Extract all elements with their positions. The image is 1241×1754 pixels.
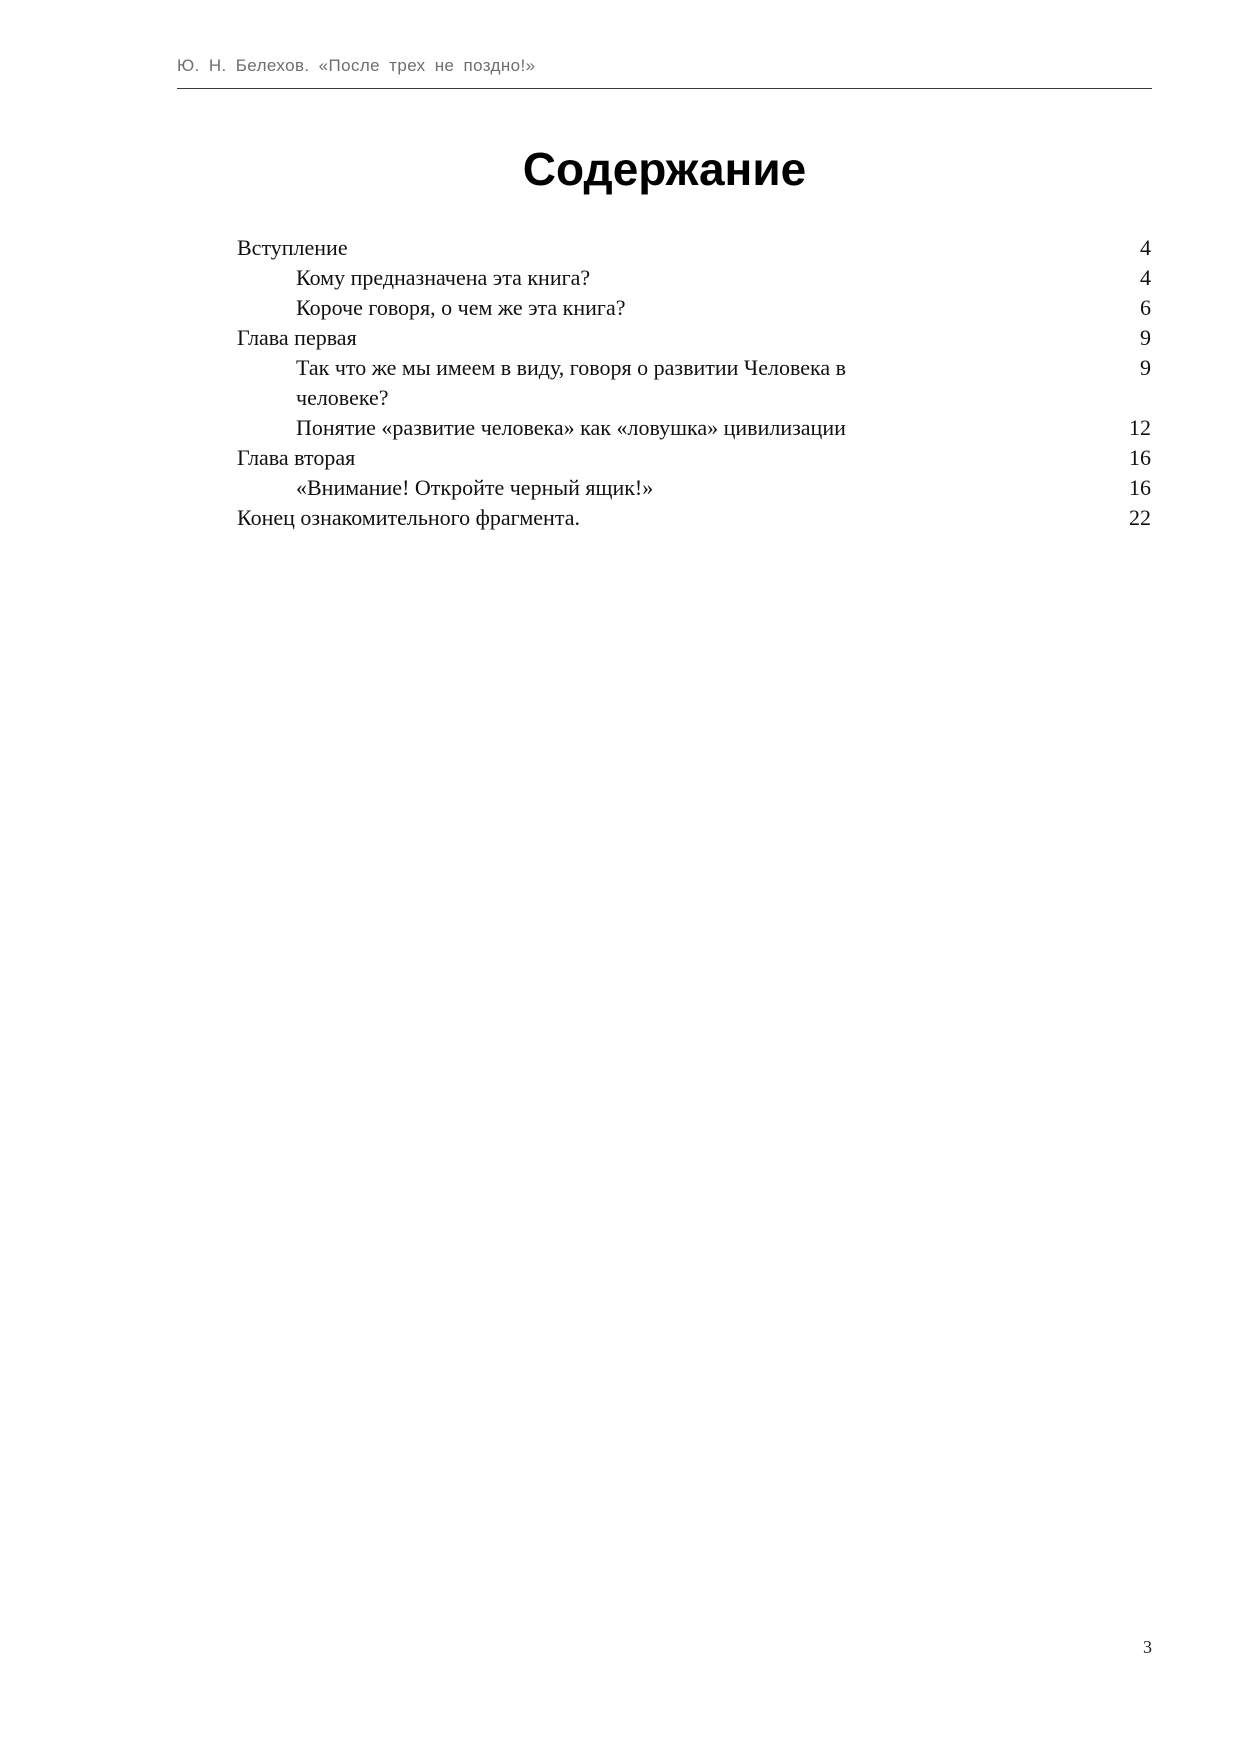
running-header: Ю. Н. Белехов. «После трех не поздно!» [177, 56, 536, 75]
toc-entry-introduction[interactable] [237, 233, 1151, 263]
toc-entry-page: 6 [1140, 295, 1151, 320]
toc-entry-end-of-fragment[interactable] [237, 503, 1151, 533]
toc-entry-development-as-trap[interactable] [237, 413, 1151, 443]
toc-entry-page: 4 [1140, 235, 1151, 260]
toc-entry-chapter-one[interactable] [237, 323, 1151, 353]
table-of-contents [237, 233, 1151, 533]
page-title: Содержание [522, 143, 807, 195]
toc-entry-label: Вступление [237, 235, 348, 260]
toc-entry-page: 4 [1140, 265, 1151, 290]
toc-entry-who-is-this-book-for[interactable] [237, 263, 1151, 293]
header-divider [177, 88, 1152, 89]
toc-entry-label: Короче говоря, о чем же эта книга? [296, 295, 626, 320]
toc-entry-page: 16 [1129, 475, 1151, 500]
toc-entry-label: Глава вторая [237, 445, 356, 470]
toc-entry-chapter-two[interactable] [237, 443, 1151, 473]
toc-entry-human-development-meaning[interactable] [237, 353, 1151, 413]
toc-entry-page: 9 [1140, 355, 1151, 380]
toc-entry-page: 12 [1129, 415, 1151, 440]
toc-entry-page: 22 [1129, 505, 1151, 530]
toc-entry-what-is-this-book-about[interactable] [237, 293, 1151, 323]
toc-entry-label: Конец ознакомительного фрагмента. [237, 505, 580, 530]
toc-entry-label: Так что же мы имеем в виду, говоря о развитии Человека в человеке? [296, 355, 846, 410]
toc-entry-open-black-box[interactable] [237, 473, 1151, 503]
toc-entry-label: Понятие «развитие человека» как «ловушка» цивилизации [296, 415, 846, 440]
toc-entry-label: Кому предназначена эта книга? [296, 265, 591, 290]
toc-entry-label: Глава первая [237, 325, 357, 350]
toc-entry-page: 16 [1129, 445, 1151, 470]
page-number: 3 [1143, 1637, 1152, 1657]
toc-entry-label: «Внимание! Откройте черный ящик!» [296, 475, 654, 500]
toc-entry-page: 9 [1140, 325, 1151, 350]
